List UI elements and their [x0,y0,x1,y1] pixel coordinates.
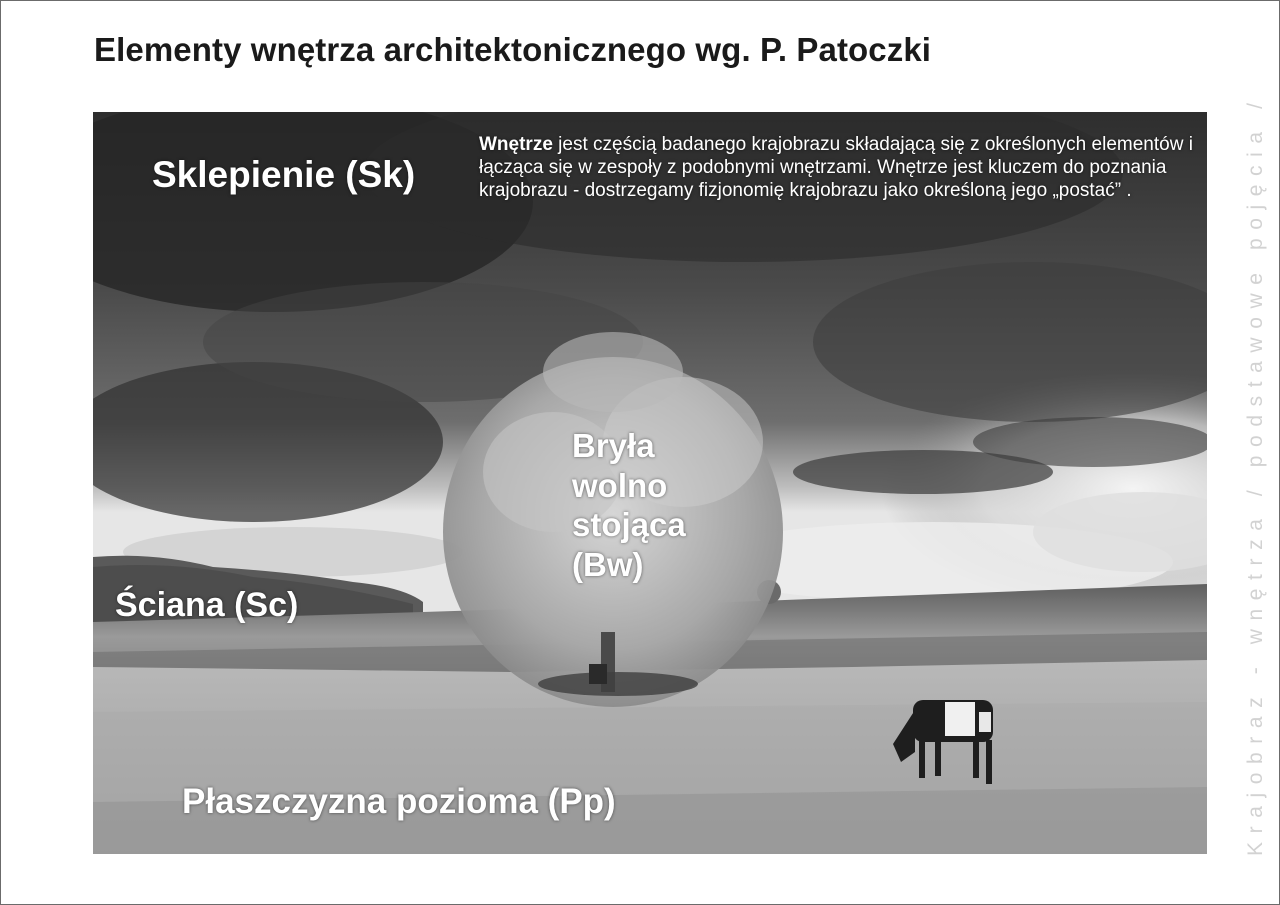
label-sklepienie: Sklepienie (Sk) [152,154,416,195]
description-text [479,134,1194,202]
landscape-photo [93,112,1207,854]
label-sciana: Ściana (Sc) [115,586,299,624]
label-bryla-wolno-stojaca [572,426,732,584]
label-bryla-line3: stojąca [572,506,686,544]
description-body: jest częścią badanego krajobrazu składającą się z określonych elementów i łącząca się w zespoły z podobnymi wnętrzami. Wnętrze jest kluczem do poznania krajobrazu - dostrzegamy fizjonomię krajobrazu jako określoną jego „postać” . [479,134,1193,201]
page-title: Elementy wnętrza architektonicznego wg. P. Patoczki [94,31,932,68]
label-plaszczyzna-pozioma: Płaszczyzna pozioma (Pp) [182,782,616,821]
label-bryla-line1: Bryła [572,427,655,464]
side-caption: Krajobraz - wnętrza / podstawowe pojęcia / [1244,94,1267,856]
label-bryla-line2: wolno [572,466,668,504]
description-term: Wnętrze [479,134,553,155]
label-bryla-line4: (Bw) [572,545,644,583]
